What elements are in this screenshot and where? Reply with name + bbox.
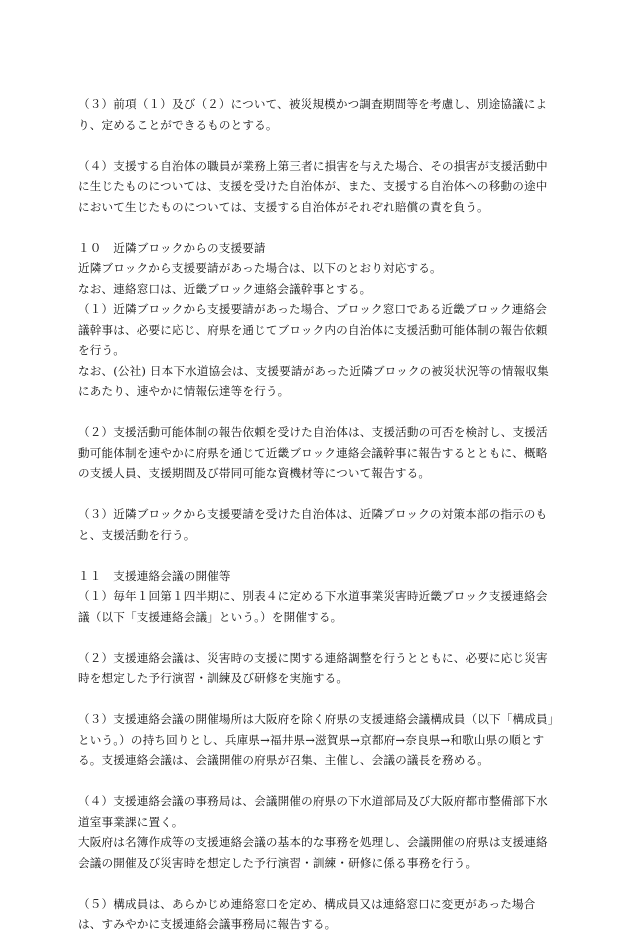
document-page: [78, 94, 556, 935]
section-10-contact-note: なお、連絡窓口は、近畿ブロック連絡会議幹事とする。: [78, 281, 372, 296]
section-11-clause-4: （４）支援連絡会議の事務局は、会議開催の府県の下水道部局及び大阪府都市整備部下水道室事業課に置く。: [78, 794, 548, 829]
section-10-heading: １０ 近隣ブロックからの支援要請: [78, 240, 266, 255]
section-10-clause-1: （１）近隣ブロックから支援要請があった場合、ブロック窓口である近畿ブロック連絡会議幹事は、必要に応じ、府県を通じてブロック内の自治体に支援活動可能体制の報告依頼を行う。: [78, 302, 548, 357]
section-10-clause-2: （２）支援活動可能体制の報告依頼を受けた自治体は、支援活動の可否を検討し、支援活動可能体制を速やかに府県を通じて近畿ブロック連絡会議幹事に報告するとともに、概略の支援人員、支援期間及び帯同可能な資機材等について報告する。: [78, 425, 548, 480]
paragraph-spacer: [78, 484, 556, 505]
paragraph-4-clause: （４）支援する自治体の職員が業務上第三者に損害を与えた場合、その損害が支援活動中に生じたものについては、支援を受けた自治体が、また、支援する自治体への移動の途中において生じたものについては、支援する自治体がそれぞれ賠償の責を負う。: [78, 158, 548, 214]
paragraph-spacer: [78, 627, 556, 648]
paragraph-spacer: [78, 402, 556, 423]
section-10-clause-3: （３）近隣ブロックから支援要請を受けた自治体は、近隣ブロックの対策本部の指示のもと、支援活動を行う。: [78, 507, 548, 542]
paragraph-3-clause: （３）前項（１）及び（２）について、被災規模かつ調査期間等を考慮し、別途協議により、定めることができるものとする。: [78, 97, 548, 132]
paragraph-spacer: [78, 545, 556, 566]
section-10-clause-1-note: なお、(公社) 日本下水道協会は、支援要請があった近隣ブロックの被災状況等の情報収集にあたり、速やかに情報伝達等を行う。: [78, 363, 549, 398]
section-11-clause-5: （５）構成員は、あらかじめ連絡窓口を定め、構成員又は連絡窓口に変更があった場合は、すみやかに支援連絡会議事務局に報告する。: [78, 896, 536, 931]
section-11-clause-4-note: 大阪府は名簿作成等の支援連絡会議の基本的な事務を処理し、会議開催の府県は支援連絡会議の開催及び災害時を想定した予行演習・訓練・研修に係る事務を行う。: [78, 835, 548, 870]
paragraph-spacer: [78, 135, 556, 156]
paragraph-spacer: [78, 689, 556, 710]
section-11-heading: １１ 支援連絡会議の開催等: [78, 568, 231, 583]
paragraph-spacer: [78, 217, 556, 238]
paragraph-spacer: [78, 771, 556, 792]
paragraph-spacer: [78, 873, 556, 894]
section-11-clause-1: （１）毎年１回第１四半期に、別表４に定める下水道事業災害時近畿ブロック支援連絡会議（以下「支援連絡会議」という。）を開催する。: [78, 589, 548, 624]
section-11-clause-3: （３）支援連絡会議の開催場所は大阪府を除く府県の支援連絡会議構成員（以下「構成員」という。）の持ち回りとし、兵庫県→福井県→滋賀県→京都府→奈良県→和歌山県の順とする。支援連絡会議は、会議開催の府県が召集、主催し、会議の議長を務める。: [78, 712, 554, 767]
section-10-intro: 近隣ブロックから支援要請があった場合は、以下のとおり対応する。: [78, 261, 442, 275]
section-11-clause-2: （２）支援連絡会議は、災害時の支援に関する連絡調整を行うとともに、必要に応じ災害時を想定した予行演習・訓練及び研修を実施する。: [78, 650, 548, 685]
